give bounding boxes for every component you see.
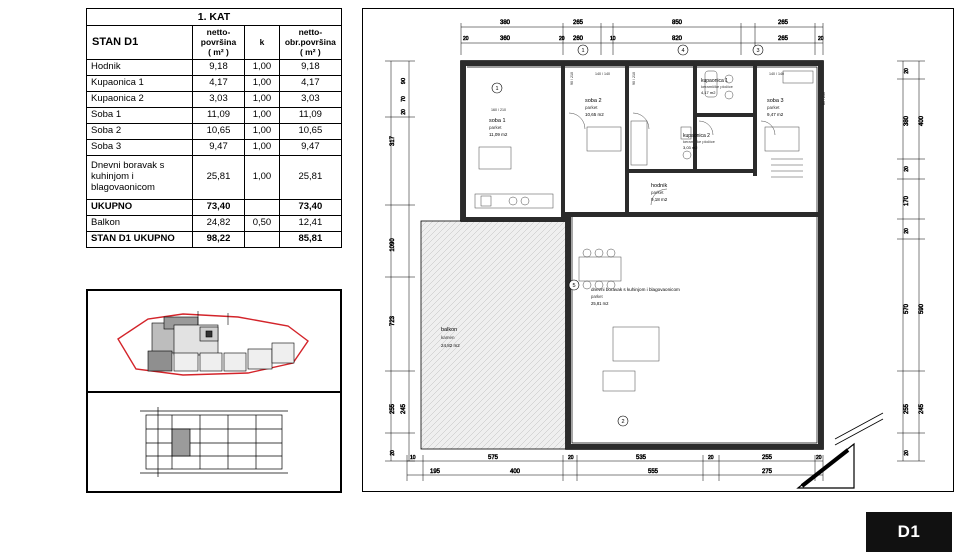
room-finish-soba1: parket: [489, 125, 502, 130]
header-netto-obr-l2: obr.površina: [284, 36, 336, 47]
row-povrsina: 10,65: [192, 124, 244, 140]
building-block: [174, 353, 198, 371]
site-plan-thumbnail: [88, 291, 340, 391]
header-unit: STAN D1: [87, 26, 193, 60]
opening-dim: 80 / 210: [822, 92, 826, 105]
header-netto-obr-l1: netto-: [298, 27, 323, 38]
dim-20d: 20: [401, 109, 407, 115]
dim-70: 70: [401, 96, 407, 102]
hob-burner: [509, 197, 517, 205]
row-povrsina: 3,03: [192, 92, 244, 108]
highlighted-floor: [172, 429, 190, 456]
toilet: [725, 91, 733, 99]
opening-dim: 90 / 210: [632, 72, 636, 85]
header-netto-povrsina-l1: netto-: [206, 27, 231, 38]
row-name: STAN D1 UKUPNO: [87, 231, 193, 247]
plan-badge: [866, 512, 952, 552]
location-key-box: [86, 289, 342, 493]
dim-265: 265: [572, 20, 584, 26]
site-plan-svg: [88, 291, 340, 391]
dim-360: 360: [499, 36, 511, 42]
coffee-table: [603, 371, 635, 391]
floor-plan-svg: [363, 9, 951, 489]
row-k: 1,00: [245, 92, 280, 108]
dim-380b: 380: [904, 115, 910, 127]
row-name: Kupaonica 1: [87, 76, 193, 92]
row-name: Soba 1: [87, 108, 193, 124]
room-finish-hodnik: parket: [651, 190, 664, 195]
row-obr: 73,40: [279, 199, 341, 215]
dim-850: 850: [671, 20, 683, 26]
dim-20j: 20: [568, 455, 574, 461]
room-finish-soba3: parket: [767, 105, 780, 110]
table-header-row: [87, 26, 342, 60]
opening-dim: 90 / 210: [570, 72, 574, 85]
row-povrsina: 11,09: [192, 108, 244, 124]
row-povrsina: 25,81: [192, 155, 244, 199]
room-finish-soba2: parket: [585, 105, 598, 110]
dim-20b: 20: [559, 36, 565, 42]
table-title: 1. KAT: [87, 9, 342, 26]
opening-dim: 140 / 140: [769, 72, 784, 76]
header-netto-povrsina-l2: površina: [200, 36, 237, 47]
row-name: Dnevni boravak s kuhinjom i blagovaonicom: [87, 155, 193, 199]
dining-chair: [607, 249, 615, 257]
section-svg: [88, 393, 340, 489]
row-name: Kupaonica 2: [87, 92, 193, 108]
dim-20h: 20: [904, 228, 910, 234]
room-label-soba3: soba 3: [767, 98, 784, 104]
room-area-kupaonica2: 3,03 m2: [683, 145, 698, 150]
row-name: Balkon: [87, 215, 193, 231]
wardrobe: [783, 71, 813, 83]
table-row-grand-total: [87, 231, 342, 247]
table-row: [87, 76, 342, 92]
dim-265b: 265: [777, 20, 789, 26]
room-area-kupaonica1: 4,17 m2: [701, 90, 716, 95]
section-outline: [146, 415, 282, 469]
row-k: 1,00: [245, 124, 280, 140]
room-label-kupaonica2: kupaonica 2: [683, 133, 710, 139]
header-netto-povrsina-l3: ( m² ): [208, 46, 229, 57]
table-row: [87, 155, 342, 199]
dim-245: 245: [401, 403, 407, 415]
dim-575: 575: [487, 455, 499, 461]
row-k: 0,50: [245, 215, 280, 231]
row-obr: 9,47: [279, 139, 341, 155]
dim-380: 380: [499, 20, 511, 26]
table-title-row: [87, 9, 342, 26]
dim-265c: 265: [777, 36, 789, 42]
dim-570: 570: [904, 303, 910, 315]
dim-820: 820: [671, 36, 683, 42]
plan-badge-label: D1: [897, 522, 921, 541]
room-area-soba3: 9,47 m2: [767, 112, 784, 117]
row-name: Soba 2: [87, 124, 193, 140]
room-label-kupaonica1: kupaonica 1: [701, 78, 728, 84]
dining-chair: [583, 249, 591, 257]
dim-255c: 255: [761, 455, 773, 461]
dim-245b: 245: [919, 403, 925, 415]
dim-20e: 20: [390, 450, 396, 456]
room-finish-balkon: kamen: [441, 335, 455, 340]
stairs: [771, 159, 803, 177]
marker-label: 4: [681, 48, 685, 54]
dim-20g: 20: [904, 166, 910, 172]
door-swing: [569, 113, 585, 129]
row-obr: 10,65: [279, 124, 341, 140]
building-block: [248, 349, 272, 369]
door-swing: [761, 121, 775, 135]
room-area-soba1: 11,09 m2: [489, 132, 508, 137]
row-povrsina: 98,22: [192, 231, 244, 247]
table-row-total: [87, 199, 342, 215]
dim-400b: 400: [509, 469, 521, 475]
bed-soba1: [479, 147, 511, 169]
building-block-highlight: [148, 351, 172, 371]
table-row: [87, 92, 342, 108]
room-label-dnevni: dnevni boravak s kuhinjom i blagovaonicom: [591, 287, 680, 292]
marker-label: 1: [581, 48, 585, 54]
row-povrsina: 9,18: [192, 60, 244, 76]
dim-20: 20: [463, 36, 469, 42]
table-row: [87, 215, 342, 231]
dim-317: 317: [390, 135, 396, 147]
building-core: [206, 331, 212, 337]
section-elevation-thumbnail: [88, 393, 340, 489]
room-area-balkon: 24,82 m2: [441, 343, 460, 348]
dim-275: 275: [761, 469, 773, 475]
marker-label: 3: [756, 48, 760, 54]
dim-195: 195: [429, 469, 441, 475]
row-obr: 12,41: [279, 215, 341, 231]
dim-1090: 1090: [390, 238, 396, 252]
marker-label: 2: [621, 419, 625, 425]
kitchen-sink: [481, 196, 491, 206]
room-area-soba2: 10,65 m2: [585, 112, 604, 117]
header-netto-obr-l3: ( m² ): [299, 46, 321, 57]
building-block: [200, 353, 222, 371]
dining-chair: [595, 249, 603, 257]
table-row: [87, 139, 342, 155]
dining-table: [579, 257, 621, 281]
row-povrsina: 9,47: [192, 139, 244, 155]
row-k: 1,00: [245, 76, 280, 92]
area-table: [86, 8, 342, 248]
dining-chair: [583, 281, 591, 289]
row-k: 1,00: [245, 155, 280, 199]
row-obr: 25,81: [279, 155, 341, 199]
dim-723: 723: [390, 315, 396, 327]
dim-10b: 10: [410, 455, 416, 461]
table-row: [87, 108, 342, 124]
dim-20k: 20: [708, 455, 714, 461]
row-povrsina: 24,82: [192, 215, 244, 231]
dim-255: 255: [390, 403, 396, 415]
header-netto-povrsina: [192, 26, 244, 60]
row-povrsina: 73,40: [192, 199, 244, 215]
dim-90: 90: [401, 77, 407, 85]
building-block: [272, 343, 294, 363]
table-row: [87, 124, 342, 140]
row-obr: 9,18: [279, 60, 341, 76]
row-obr: 11,09: [279, 108, 341, 124]
bed-soba3: [765, 127, 799, 151]
marker-label: 1: [495, 86, 499, 92]
header-netto-obr: [279, 26, 341, 60]
row-k: 1,00: [245, 60, 280, 76]
area-table-container: [86, 8, 342, 248]
dim-20f: 20: [904, 68, 910, 74]
dim-170: 170: [904, 195, 910, 207]
marker-label: 5: [572, 283, 576, 289]
room-finish-kupaonica1: keramičke pločice: [701, 84, 733, 89]
dim-400: 400: [919, 115, 925, 127]
hob-burner: [521, 197, 529, 205]
room-label-soba1: soba 1: [489, 118, 506, 124]
dim-535: 535: [635, 455, 647, 461]
dim-255b: 255: [904, 403, 910, 415]
row-k: [245, 199, 280, 215]
room-area-dnevni: 25,81 m2: [591, 301, 609, 306]
row-obr: 85,81: [279, 231, 341, 247]
row-name: Hodnik: [87, 60, 193, 76]
dim-555: 555: [647, 469, 659, 475]
dim-10: 10: [610, 36, 616, 42]
room-area-hodnik: 9,18 m2: [651, 197, 668, 202]
row-obr: 4,17: [279, 76, 341, 92]
dim-20i: 20: [904, 450, 910, 456]
dim-20c: 20: [818, 36, 824, 42]
bed-soba2: [587, 127, 621, 151]
floor-plan-frame: [362, 8, 954, 492]
row-name: Soba 3: [87, 139, 193, 155]
row-name: UKUPNO: [87, 199, 193, 215]
corner-cut-mark: [796, 430, 856, 490]
room-label-soba2: soba 2: [585, 98, 602, 104]
header-k: k: [245, 26, 280, 60]
row-k: 1,00: [245, 139, 280, 155]
building-block: [224, 353, 246, 371]
room-label-hodnik: hodnik: [651, 183, 668, 189]
opening-dim: 140 / 140: [595, 72, 610, 76]
room-label-balkon: balkon: [441, 327, 458, 333]
wardrobe: [631, 121, 647, 165]
row-obr: 3,03: [279, 92, 341, 108]
row-k: [245, 231, 280, 247]
dim-260: 260: [572, 36, 584, 42]
dim-590: 590: [919, 303, 925, 315]
room-finish-dnevni: parket: [591, 294, 603, 299]
room-finish-kupaonica2: keramičke pločice: [683, 139, 715, 144]
table-row: [87, 60, 342, 76]
washbasin: [683, 151, 691, 159]
row-povrsina: 4,17: [192, 76, 244, 92]
opening-dim: 160 / 210: [491, 108, 506, 112]
dim-20l: 20: [816, 455, 822, 461]
sofa: [613, 327, 659, 361]
row-k: 1,00: [245, 108, 280, 124]
